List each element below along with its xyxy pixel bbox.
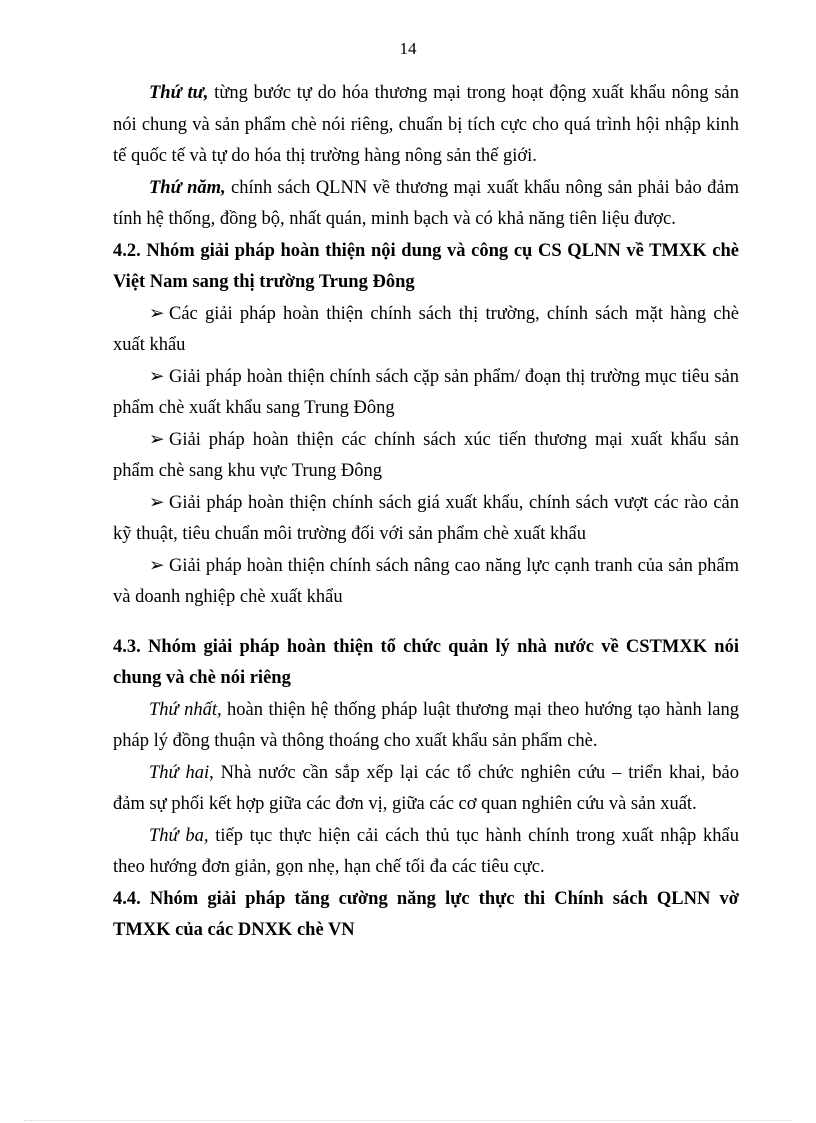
paragraph-lead: Thứ năm, (149, 177, 226, 198)
section-heading-4-2: 4.2. Nhóm giải pháp hoàn thiện nội dung và công cụ CS QLNN về TMXK chè Việt Nam sang thị trường Trung Đông (113, 240, 739, 292)
bullet-item (113, 299, 739, 362)
paragraph-text: chính sách QLNN về thương mại xuất khẩu nông sản phải bảo đảm tính hệ thống, đồng bộ, nhất quán, minh bạch và có khả năng tiên liệu được. (113, 177, 739, 229)
arrow-bullet-icon: ➢ (149, 492, 165, 513)
bullet-item (113, 425, 739, 488)
paragraph-lead: Thứ nhất, (149, 699, 222, 720)
paragraph-lead: Thứ tư, (149, 83, 209, 103)
page-bottom-rule (24, 1120, 792, 1121)
paragraph-lead: Thứ ba, (149, 825, 209, 846)
bullet-text: Giải pháp hoàn thiện chính sách cặp sản phẩm/ đoạn thị trường mục tiêu sản phẩm chè xuất khẩu sang Trung Đông (113, 366, 739, 418)
bullet-item (113, 488, 739, 551)
bullet-text: Giải pháp hoàn thiện chính sách nâng cao năng lực cạnh tranh của sản phẩm và doanh nghiệp chè xuất khẩu (113, 555, 739, 607)
paragraph-text: , Nhà nước cần sắp xếp lại các tổ chức nghiên cứu – triển khai, bảo đảm sự phối kết hợp giữa các đơn vị, giữa các cơ quan nghiên cứu và sản xuất. (113, 762, 739, 814)
bullet-item (113, 362, 739, 425)
bullet-item (113, 551, 739, 614)
page-number: 14 (399, 39, 417, 58)
bullet-text: Giải pháp hoàn thiện chính sách giá xuất khẩu, chính sách vượt các rào cản kỹ thuật, tiêu chuẩn môi trường đối với sản phẩm chè xuất khẩu (113, 492, 739, 544)
paragraph-text: hoàn thiện hệ thống pháp luật thương mại theo hướng tạo hành lang pháp lý đồng thuận và thông thoáng cho xuất khẩu sản phẩm chè. (113, 699, 739, 751)
arrow-bullet-icon: ➢ (149, 429, 165, 450)
bullet-text: Các giải pháp hoàn thiện chính sách thị trường, chính sách mặt hàng chè xuất khẩu (113, 303, 739, 355)
paragraph-thu-tu (113, 78, 739, 173)
paragraph-text: tiếp tục thực hiện cải cách thủ tục hành chính trong xuất nhập khẩu theo hướng đơn giản, gọn nhẹ, hạn chế tối đa các tiêu cực. (113, 825, 739, 877)
section-heading-4-3: 4.3. Nhóm giải pháp hoàn thiện tổ chức quản lý nhà nước về CSTMXK nói chung và chè nói riêng (113, 636, 739, 688)
bullet-text: Giải pháp hoàn thiện các chính sách xúc tiến thương mại xuất khẩu sản phẩm chè sang khu vực Trung Đông (113, 429, 739, 481)
section-heading-4-4: 4.4. Nhóm giải pháp tăng cường năng lực thực thi Chính sách QLNN vờ TMXK của các DNXK chè VN (113, 888, 739, 940)
paragraph-lead: Thứ hai (149, 762, 210, 783)
paragraph-thu-nam (113, 173, 739, 236)
arrow-bullet-icon: ➢ (149, 303, 165, 324)
document-body (113, 78, 739, 947)
paragraph-thu-nhat (113, 695, 739, 758)
arrow-bullet-icon: ➢ (149, 366, 165, 387)
arrow-bullet-icon: ➢ (149, 555, 165, 576)
paragraph-thu-hai (113, 758, 739, 821)
paragraph-thu-ba (113, 821, 739, 884)
paragraph-text: từng bước tự do hóa thương mại trong hoạt động xuất khẩu nông sản nói chung và sản phẩm chè nói riêng, chuẩn bị tích cực cho quá trình hội nhập kinh tế quốc tế và tự do hóa thị trường hàng nông sản thế giới. (113, 83, 739, 166)
